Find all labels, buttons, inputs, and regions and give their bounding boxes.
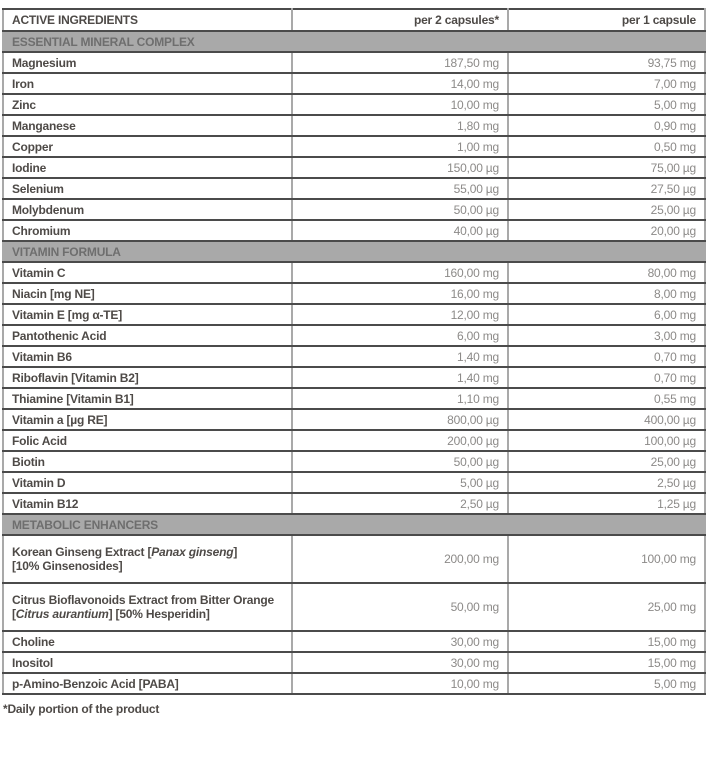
value-per-2-capsules: 1,00 mg xyxy=(292,136,508,157)
ingredient-name: Choline xyxy=(3,631,292,652)
ingredient-row xyxy=(3,430,705,451)
value-per-2-capsules: 2,50 µg xyxy=(292,493,508,514)
value-per-2-capsules: 16,00 mg xyxy=(292,283,508,304)
ingredient-row xyxy=(3,388,705,409)
section-header-essential-mineral-complex xyxy=(3,31,705,52)
value-per-2-capsules: 1,80 mg xyxy=(292,115,508,136)
ingredient-row xyxy=(3,673,705,694)
ingredient-name: Selenium xyxy=(3,178,292,199)
value-per-1-capsule: 100,00 mg xyxy=(508,535,705,583)
value-per-2-capsules: 200,00 mg xyxy=(292,535,508,583)
ingredient-row xyxy=(3,493,705,514)
ingredient-name: Riboflavin [Vitamin B2] xyxy=(3,367,292,388)
ingredient-name: Pantothenic Acid xyxy=(3,325,292,346)
section-header-vitamin-formula xyxy=(3,241,705,262)
ingredient-row xyxy=(3,136,705,157)
ingredient-name: Iron xyxy=(3,73,292,94)
value-per-1-capsule: 93,75 mg xyxy=(508,52,705,73)
value-per-2-capsules: 1,40 mg xyxy=(292,367,508,388)
value-per-1-capsule: 2,50 µg xyxy=(508,472,705,493)
value-per-1-capsule: 0,90 mg xyxy=(508,115,705,136)
ingredient-name: Chromium xyxy=(3,220,292,241)
section-title: VITAMIN FORMULA xyxy=(3,241,705,262)
value-per-2-capsules: 55,00 µg xyxy=(292,178,508,199)
ingredient-row xyxy=(3,262,705,283)
ingredient-name: Vitamin E [mg α-TE] xyxy=(3,304,292,325)
section-title: METABOLIC ENHANCERS xyxy=(3,514,705,535)
table-header-row xyxy=(3,9,705,31)
ingredient-row xyxy=(3,472,705,493)
value-per-2-capsules: 30,00 mg xyxy=(292,631,508,652)
value-per-2-capsules: 160,00 mg xyxy=(292,262,508,283)
ingredient-row xyxy=(3,652,705,673)
value-per-2-capsules: 12,00 mg xyxy=(292,304,508,325)
value-per-1-capsule: 15,00 mg xyxy=(508,631,705,652)
ingredient-row xyxy=(3,451,705,472)
ingredient-name: p-Amino-Benzoic Acid [PABA] xyxy=(3,673,292,694)
value-per-1-capsule: 27,50 µg xyxy=(508,178,705,199)
value-per-1-capsule: 1,25 µg xyxy=(508,493,705,514)
value-per-1-capsule: 400,00 µg xyxy=(508,409,705,430)
value-per-1-capsule: 80,00 mg xyxy=(508,262,705,283)
value-per-2-capsules: 5,00 µg xyxy=(292,472,508,493)
value-per-2-capsules: 50,00 µg xyxy=(292,199,508,220)
ingredient-name: Manganese xyxy=(3,115,292,136)
ingredient-row xyxy=(3,283,705,304)
ingredient-row xyxy=(3,157,705,178)
column-header-active-ingredients: ACTIVE INGREDIENTS xyxy=(3,9,292,31)
ingredient-name: Citrus Bioflavonoids Extract from Bitter Orange [Citrus aurantium] [50% Hesperidin] xyxy=(3,583,292,631)
value-per-2-capsules: 14,00 mg xyxy=(292,73,508,94)
ingredient-name: Thiamine [Vitamin B1] xyxy=(3,388,292,409)
ingredient-row xyxy=(3,535,705,583)
value-per-1-capsule: 0,50 mg xyxy=(508,136,705,157)
ingredient-name: Folic Acid xyxy=(3,430,292,451)
value-per-2-capsules: 10,00 mg xyxy=(292,94,508,115)
ingredient-name: Niacin [mg NE] xyxy=(3,283,292,304)
value-per-1-capsule: 15,00 mg xyxy=(508,652,705,673)
ingredient-row xyxy=(3,304,705,325)
value-per-2-capsules: 30,00 mg xyxy=(292,652,508,673)
ingredient-name: Korean Ginseng Extract [Panax ginseng] [10% Ginsenosides] xyxy=(3,535,292,583)
active-ingredients-table xyxy=(2,8,706,695)
value-per-1-capsule: 0,70 mg xyxy=(508,367,705,388)
ingredient-name: Vitamin D xyxy=(3,472,292,493)
ingredient-row xyxy=(3,115,705,136)
ingredient-name: Iodine xyxy=(3,157,292,178)
value-per-2-capsules: 6,00 mg xyxy=(292,325,508,346)
ingredient-name: Copper xyxy=(3,136,292,157)
ingredient-row xyxy=(3,178,705,199)
ingredient-row xyxy=(3,73,705,94)
ingredient-name: Inositol xyxy=(3,652,292,673)
ingredient-name: Vitamin B6 xyxy=(3,346,292,367)
value-per-1-capsule: 0,70 mg xyxy=(508,346,705,367)
value-per-1-capsule: 25,00 mg xyxy=(508,583,705,631)
value-per-1-capsule: 8,00 mg xyxy=(508,283,705,304)
value-per-1-capsule: 7,00 mg xyxy=(508,73,705,94)
ingredient-name: Biotin xyxy=(3,451,292,472)
value-per-1-capsule: 5,00 mg xyxy=(508,94,705,115)
section-header-metabolic-enhancers xyxy=(3,514,705,535)
ingredient-name: Vitamin C xyxy=(3,262,292,283)
value-per-1-capsule: 6,00 mg xyxy=(508,304,705,325)
value-per-2-capsules: 187,50 mg xyxy=(292,52,508,73)
value-per-2-capsules: 40,00 µg xyxy=(292,220,508,241)
column-header-per-2-capsules: per 2 capsules* xyxy=(292,9,508,31)
value-per-2-capsules: 1,40 mg xyxy=(292,346,508,367)
daily-portion-footnote: *Daily portion of the product xyxy=(3,702,160,716)
ingredient-name: Vitamin a [µg RE] xyxy=(3,409,292,430)
value-per-1-capsule: 25,00 µg xyxy=(508,451,705,472)
value-per-1-capsule: 20,00 µg xyxy=(508,220,705,241)
ingredient-row xyxy=(3,220,705,241)
value-per-1-capsule: 0,55 mg xyxy=(508,388,705,409)
value-per-1-capsule: 100,00 µg xyxy=(508,430,705,451)
value-per-2-capsules: 50,00 µg xyxy=(292,451,508,472)
ingredient-row xyxy=(3,52,705,73)
column-header-per-1-capsule: per 1 capsule xyxy=(508,9,705,31)
value-per-1-capsule: 25,00 µg xyxy=(508,199,705,220)
ingredient-name: Magnesium xyxy=(3,52,292,73)
value-per-1-capsule: 5,00 mg xyxy=(508,673,705,694)
section-title: ESSENTIAL MINERAL COMPLEX xyxy=(3,31,705,52)
ingredient-name: Zinc xyxy=(3,94,292,115)
ingredient-row xyxy=(3,409,705,430)
ingredient-name: Vitamin B12 xyxy=(3,493,292,514)
value-per-2-capsules: 800,00 µg xyxy=(292,409,508,430)
ingredient-row xyxy=(3,325,705,346)
ingredient-row xyxy=(3,367,705,388)
value-per-2-capsules: 10,00 mg xyxy=(292,673,508,694)
ingredient-name: Molybdenum xyxy=(3,199,292,220)
value-per-2-capsules: 200,00 µg xyxy=(292,430,508,451)
value-per-1-capsule: 75,00 µg xyxy=(508,157,705,178)
ingredient-row xyxy=(3,346,705,367)
ingredient-row xyxy=(3,583,705,631)
value-per-2-capsules: 1,10 mg xyxy=(292,388,508,409)
ingredient-row xyxy=(3,199,705,220)
ingredient-row xyxy=(3,94,705,115)
value-per-2-capsules: 150,00 µg xyxy=(292,157,508,178)
value-per-1-capsule: 3,00 mg xyxy=(508,325,705,346)
value-per-2-capsules: 50,00 mg xyxy=(292,583,508,631)
ingredient-row xyxy=(3,631,705,652)
